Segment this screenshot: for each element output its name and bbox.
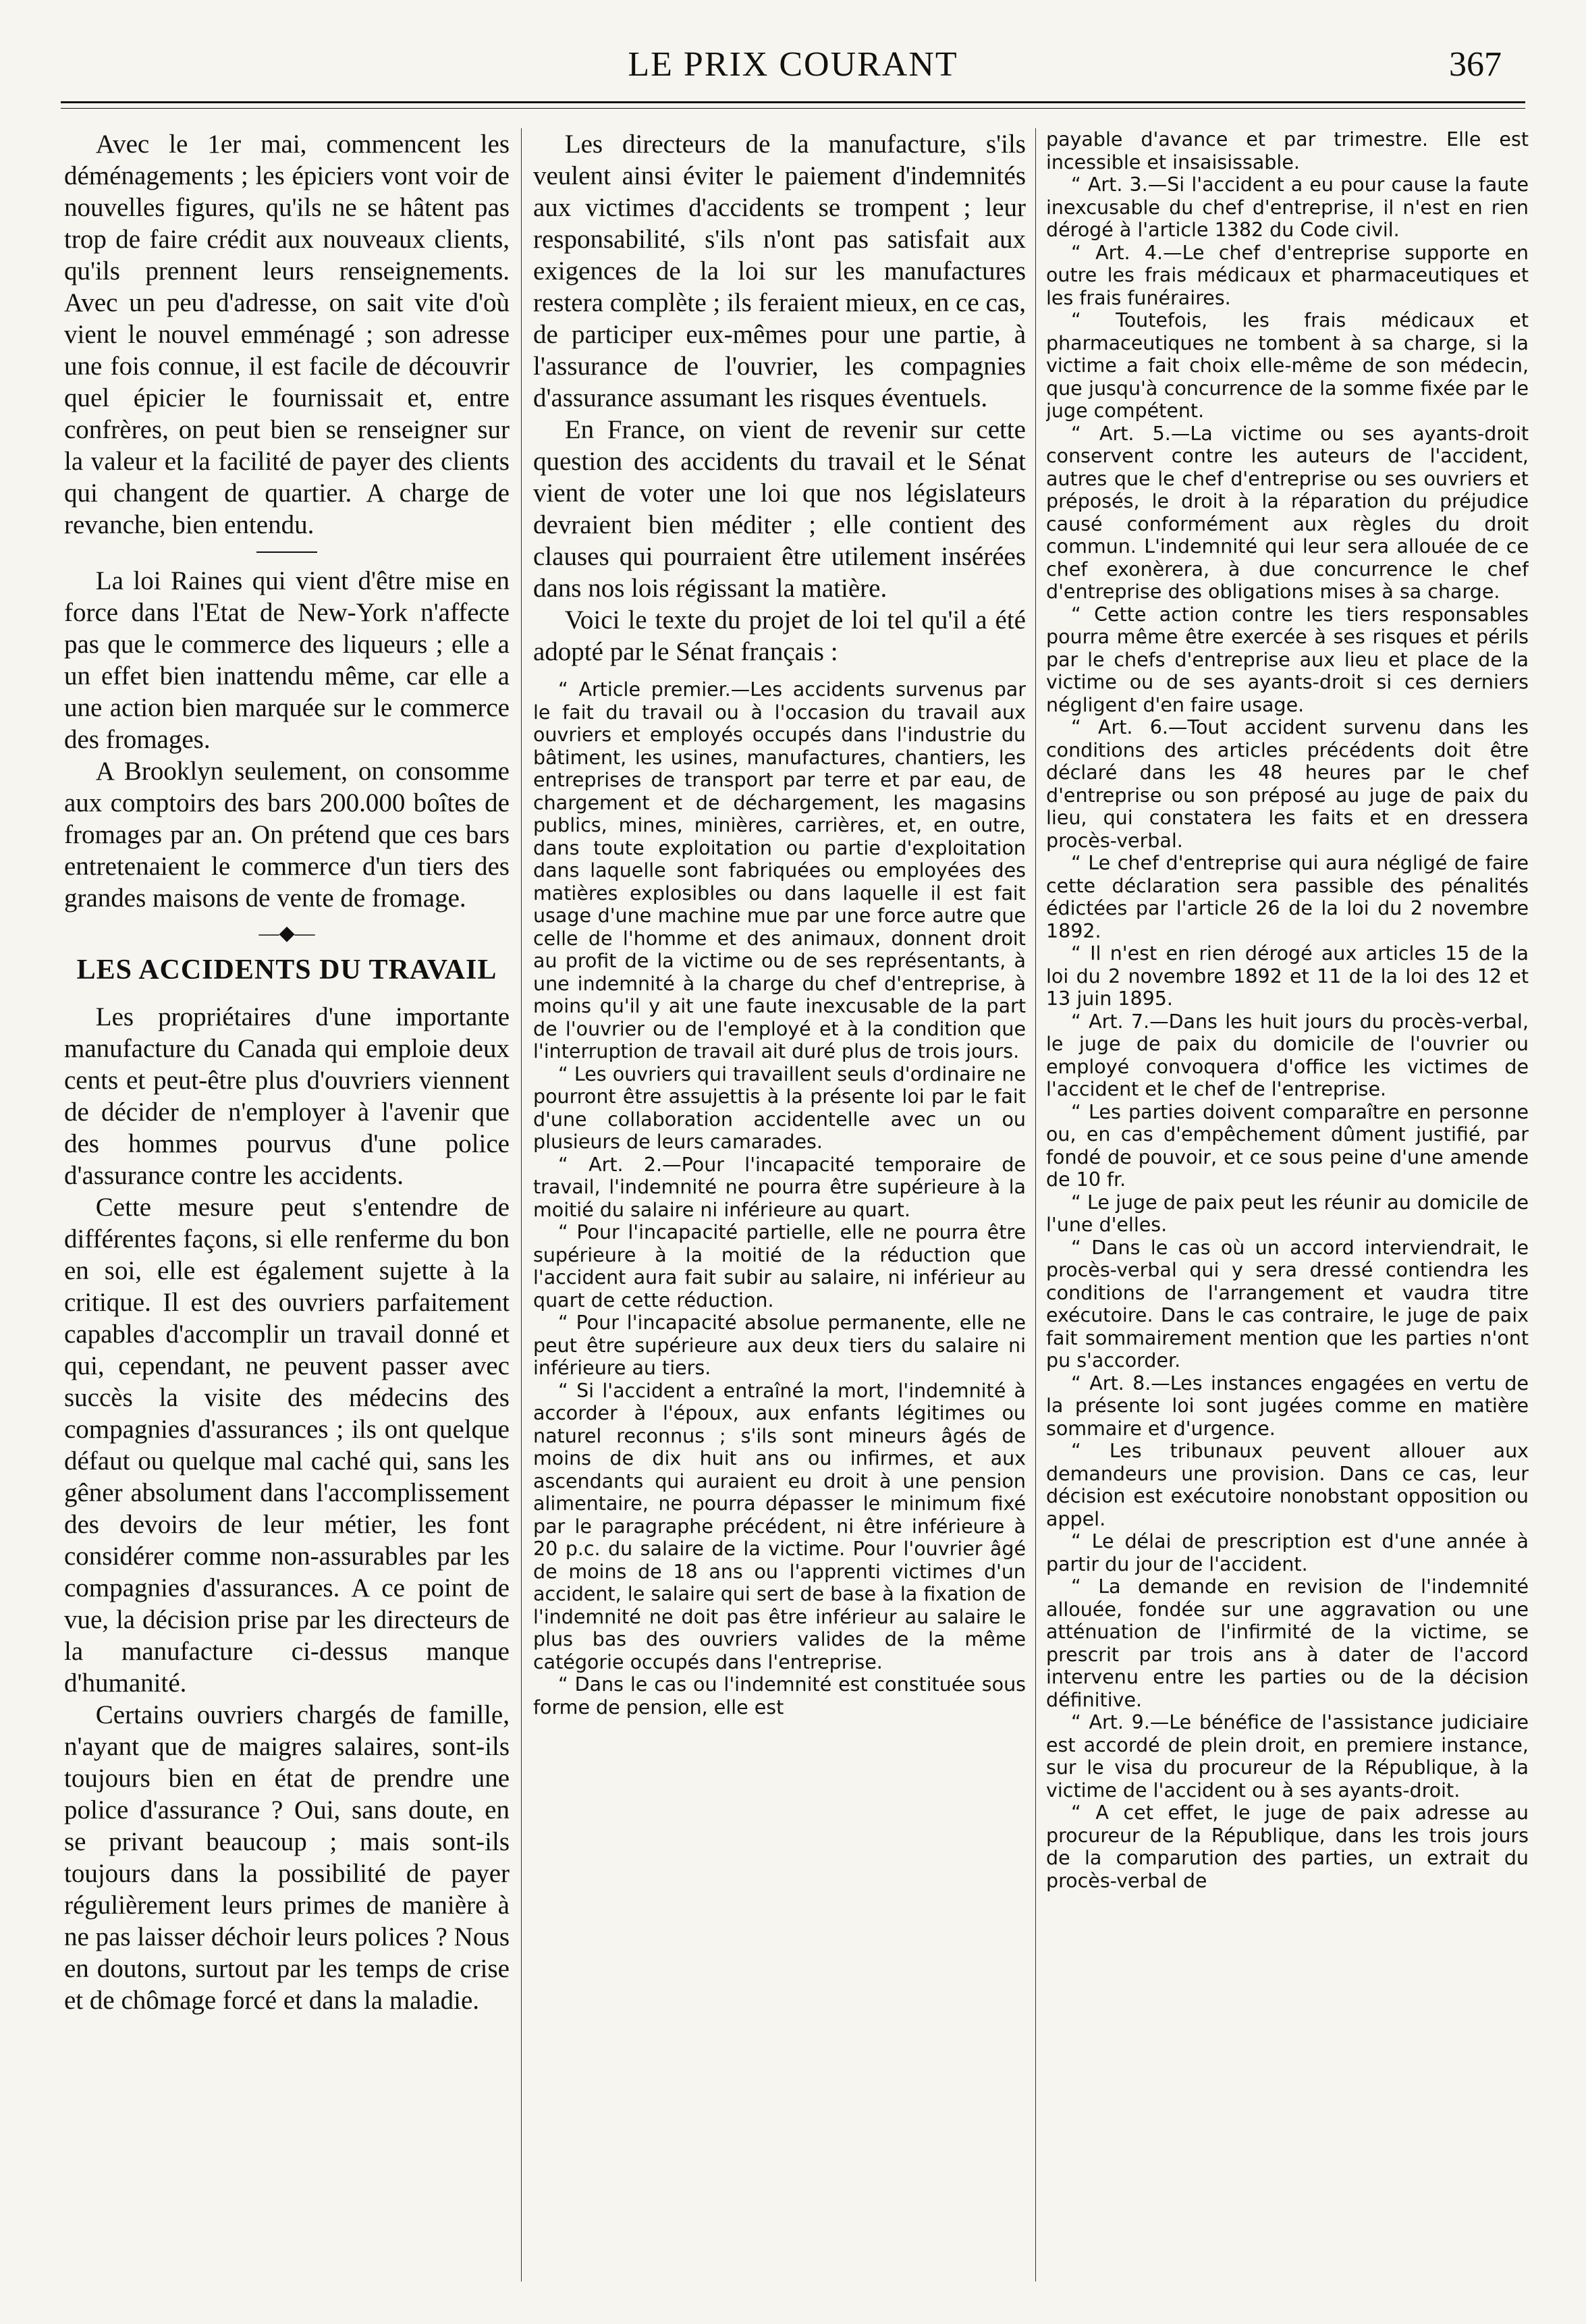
law-paragraph: “ Art. 7.—Dans les huit jours du procès-verbal, le juge de paix du domicile de l'ouvrier ou employé convoquera d'office les victimes de l'accident et le chef de l'entreprise.: [1046, 1010, 1529, 1100]
law-paragraph: “ Pour l'incapacité absolue permanente, elle ne peut être supérieure aux deux tiers du salaire ni inférieure au tiers.: [533, 1312, 1026, 1379]
column-divider: [1035, 128, 1036, 2281]
paragraph: La loi Raines qui vient d'être mise en force dans l'Etat de New-York n'affecte pas que le commerce des liqueurs ; elle a un effet bien inattendu même, car elle a une action bien marquée sur le commerce des fromages.: [64, 566, 510, 754]
law-paragraph: “ Art. 8.—Les instances engagées en vertu de la présente loi sont jugées comme en matière sommaire et d'urgence.: [1046, 1372, 1529, 1440]
paragraph: Cette mesure peut s'entendre de différentes façons, si elle renferme du bon en soi, elle est également sujette à la critique. Il est des ouvriers parfaitement capables d'accomplir un travail donné et qui, cependant, ne peuvent passer avec succès la visite des médecins des compagnies d'assurances ; ils ont quelque défaut ou quelque mal caché qui, sans les gêner absolument dans l'accomplissement des devoirs de leur métier, les font considérer comme non-assurables par les compagnies d'assurances. A ce point de vue, la décision prise par les directeurs de la manufacture ci-dessus manque d'humanité.: [64, 1193, 510, 1698]
law-paragraph: “ Art. 3.—Si l'accident a eu pour cause la faute inexcusable du chef d'entreprise, il n'est en rien dérogé à l'article 1382 du Code civil.: [1046, 173, 1529, 241]
header-rule-thin: [61, 108, 1525, 109]
law-paragraph: “ A cet effet, le juge de paix adresse au procureur de la République, dans les trois jours de la comparution des parties, un extrait du procès-verbal de: [1046, 1802, 1529, 1892]
separator-rule: [256, 551, 317, 553]
commentary-block: [533, 128, 1026, 668]
law-paragraph: payable d'avance et par trimestre. Elle est incessible et insaisissable.: [1046, 128, 1529, 173]
law-paragraph: “ Il n'est en rien dérogé aux articles 15 de la loi du 2 novembre 1892 et 11 de la loi des 12 et 13 juin 1895.: [1046, 942, 1529, 1010]
law-paragraph: “ Art. 4.—Le chef d'entreprise supporte en outre les frais médicaux et pharmaceutiques et les frais funéraires.: [1046, 241, 1529, 309]
law-paragraph: “ Dans le cas où un accord interviendrait, le procès-verbal qui y sera dressé contiendra les conditions de l'arrangement et vaudra titre exécutoire. Dans le cas contraire, le juge de paix fait sommairement mention que les parties n'ont pu s'accorder.: [1046, 1236, 1529, 1372]
law-paragraph: “ Article premier.—Les accidents survenus par le fait du travail ou à l'occasion du travail aux ouvriers et employés occupés dans l'industrie du bâtiment, les usines, manufactures, chantiers, les entreprises de transport par terre et par eau, de chargement et de déchargement, les magasins publics, mines, minières, carrières, et, en outre, dans toute exploitation ou partie d'exploitation dans laquelle sont fabriquées ou employées des matières explosibles ou dans laquelle il est fait usage d'une machine mue par une force autre que celle de l'homme et des animaux, donnent droit au profit de la victime ou de ses représentants, à une indemnité à la charge du chef d'entreprise, à moins qu'il y ait une faute inexcusable de la part de l'ouvrier ou de l'employé et à la condition que l'interruption de travail ait duré plus de trois jours.: [533, 678, 1026, 1062]
paragraph: Les propriétaires d'une importante manufacture du Canada qui emploie deux cents et peut-être plus d'ouvriers viennent de décider de n'employer à l'avenir que des hommes pourvus d'une police d'assurance contre les accidents.: [64, 1002, 510, 1190]
paragraph: Avec le 1er mai, commencent les déménagements ; les épiciers vont voir de nouvelles figures, qu'ils ne se hâtent pas trop de faire crédit aux nouveaux clients, qu'ils prennent leurs renseignements. Avec un peu d'adresse, on sait vite d'où vient le nouvel emménagé ; son adresse une fois connue, il est facile de découvrir quel épicier le fournissait et, entre confrères, on peut bien se renseigner sur la valeur et la facilité de payer des clients qui changent de quartier. A charge de revanche, bien entendu.: [64, 130, 510, 539]
law-paragraph: “ Art. 5.—La victime ou ses ayants-droit conservent contre les auteurs de l'accident, autres que le chef d'entreprise ou ses ouvriers et préposés, le droit à la réparation du préjudice causé conformément aux règles du droit commun. L'indemnité qui leur sera allouée de ce chef exonèrera, à due concurrence le chef d'entreprise des obligations mises à sa charge.: [1046, 422, 1529, 603]
paragraph: Voici le texte du projet de loi tel qu'il a été adopté par le Sénat français :: [533, 605, 1026, 666]
law-paragraph: “ Le juge de paix peut les réunir au domicile de l'une d'elles.: [1046, 1191, 1529, 1236]
law-paragraph: “ Cette action contre les tiers responsables pourra même être exercée à ses risques et périls par le chefs d'entreprise aux lieu et place de la victime ou de ses ayants-droit si ces derniers négligent d'en faire usage.: [1046, 603, 1529, 716]
law-paragraph: “ Art. 9.—Le bénéfice de l'assistance judiciaire est accordé de plein droit, en premiere instance, sur le visa du procureur de la République, à la victime de l'accident ou à ses ayants-droit.: [1046, 1711, 1529, 1802]
law-paragraph: “ Les parties doivent comparaître en personne ou, en cas d'empêchement dûment justifié, par fondé de pouvoir, et ce sous peine d'une amende de 10 fr.: [1046, 1100, 1529, 1191]
paragraph: En France, on vient de revenir sur cette question des accidents du travail et le Sénat vient de voter une loi que nos législateurs devraient bien méditer ; elle contient des clauses qui pourraient être utilement insérées dans nos lois régissant la matière.: [533, 415, 1026, 603]
column-divider: [521, 128, 522, 2281]
law-paragraph: “ Si l'accident a entraîné la mort, l'indemnité à accorder à l'époux, aux enfants légitimes ou naturel reconnus ; s'ils sont mineurs âgés de moins de dix huit ans ou infirmes, et aux ascendants qui auraient eu droit à une pension alimentaire, ne pourra dépasser le minimum fixé par le paragraphe précédent, ni être inférieure à 20 p.c. du salaire de la victime. Pour l'ouvrier âgé de moins de 18 ans ou l'apprenti victimes d'un accident, le salaire qui sert de base à la fixation de l'indemnité ne doit pas être inférieur au salaire le plus bas des ouvriers valides de la même catégorie occupés dans l'entreprise.: [533, 1379, 1026, 1673]
law-paragraph: “ Pour l'incapacité partielle, elle ne pourra être supérieure à la moitié de la réduction que l'accident aura fait subir au salaire, ni inférieur au quart de cette réduction.: [533, 1221, 1026, 1312]
paragraph: A Brooklyn seulement, on consomme aux comptoirs des bars 200.000 boîtes de fromages par an. On prétend que ces bars entretenaient le commerce d'un tiers des grandes maisons de vente de fromage.: [64, 757, 510, 913]
law-text-block: [533, 678, 1026, 1719]
law-paragraph: “ Art. 6.—Tout accident survenu dans les conditions des articles précédents doit être déclaré dans les 48 heures par le chef d'entreprise ou son préposé au juge de paix du lieu, qui constatera les faits et en dressera procès-verbal.: [1046, 716, 1529, 852]
spacer: [533, 668, 1026, 678]
paragraph: Les directeurs de la manufacture, s'ils veulent ainsi éviter le paiement d'indemnités aux victimes d'accidents se trompent ; leur responsabilité, s'ils n'ont pas satisfait aux exigences de la loi sur les manufactures restera complète ; ils feraient mieux, en ce cas, de participer eux-mêmes pour une partie, à l'assurance de l'ouvrier, les compagnies d'assurance assumant les risques éventuels.: [533, 130, 1026, 412]
column-3: [1046, 128, 1529, 2288]
paragraph: Certains ouvriers chargés de famille, n'ayant que de maigres salaires, sont-ils toujours bien en état de prendre une police d'assurance ? Oui, sans doute, en se privant beaucoup ; mais sont-ils toujours dans la possibilité de payer régulièrement leurs primes de manière à ne pas laisser déchoir leurs polices ? Nous en doutons, surtout par les temps de crise et de chômage forcé et dans la maladie.: [64, 1700, 510, 2015]
law-paragraph: “ Art. 2.—Pour l'incapacité temporaire de travail, l'indemnité ne pourra être supérieure à la moitié du salaire ni inférieure au quart.: [533, 1153, 1026, 1221]
separator-ornament: —◆—: [258, 922, 315, 944]
law-paragraph: “ Le délai de prescription est d'une année à partir du jour de l'accident.: [1046, 1530, 1529, 1575]
page-number: 367: [1449, 45, 1502, 84]
column-1: [64, 128, 510, 2288]
law-paragraph: “ Toutefois, les frais médicaux et pharmaceutiques ne tombent à sa charge, si la victime a fait choix elle-même de son médecin, que jusqu'à concurrence de la somme fixée par le juge compétent.: [1046, 309, 1529, 422]
law-paragraph: “ La demande en revision de l'indemnité allouée, fondée sur une aggravation ou une atténuation de l'infirmité de la victime, se prescrit par trois ans à dater de l'accord intervenu entre les parties ou de la décision définitive.: [1046, 1575, 1529, 1711]
law-paragraph: “ Dans le cas ou l'indemnité est constituée sous forme de pension, elle est: [533, 1673, 1026, 1719]
law-paragraph: “ Les ouvriers qui travaillent seuls d'ordinaire ne pourront être assujettis à la présente loi par le fait d'une collaboration accidentelle avec un ou plusieurs de leurs camarades.: [533, 1062, 1026, 1153]
header-rule: [61, 101, 1525, 103]
section-heading: LES ACCIDENTS DU TRAVAIL: [76, 954, 497, 985]
running-title: LE PRIX COURANT: [628, 45, 958, 84]
column-2: [533, 128, 1026, 2288]
law-paragraph: “ Le chef d'entreprise qui aura négligé de faire cette déclaration sera passible des pénalités édictées par l'article 26 de la loi du 2 novembre 1892.: [1046, 852, 1529, 942]
law-paragraph: “ Les tribunaux peuvent allouer aux demandeurs une provision. Dans ce cas, leur décision est exécutoire nonobstant opposition ou appel.: [1046, 1440, 1529, 1530]
page-header: [0, 0, 1586, 101]
